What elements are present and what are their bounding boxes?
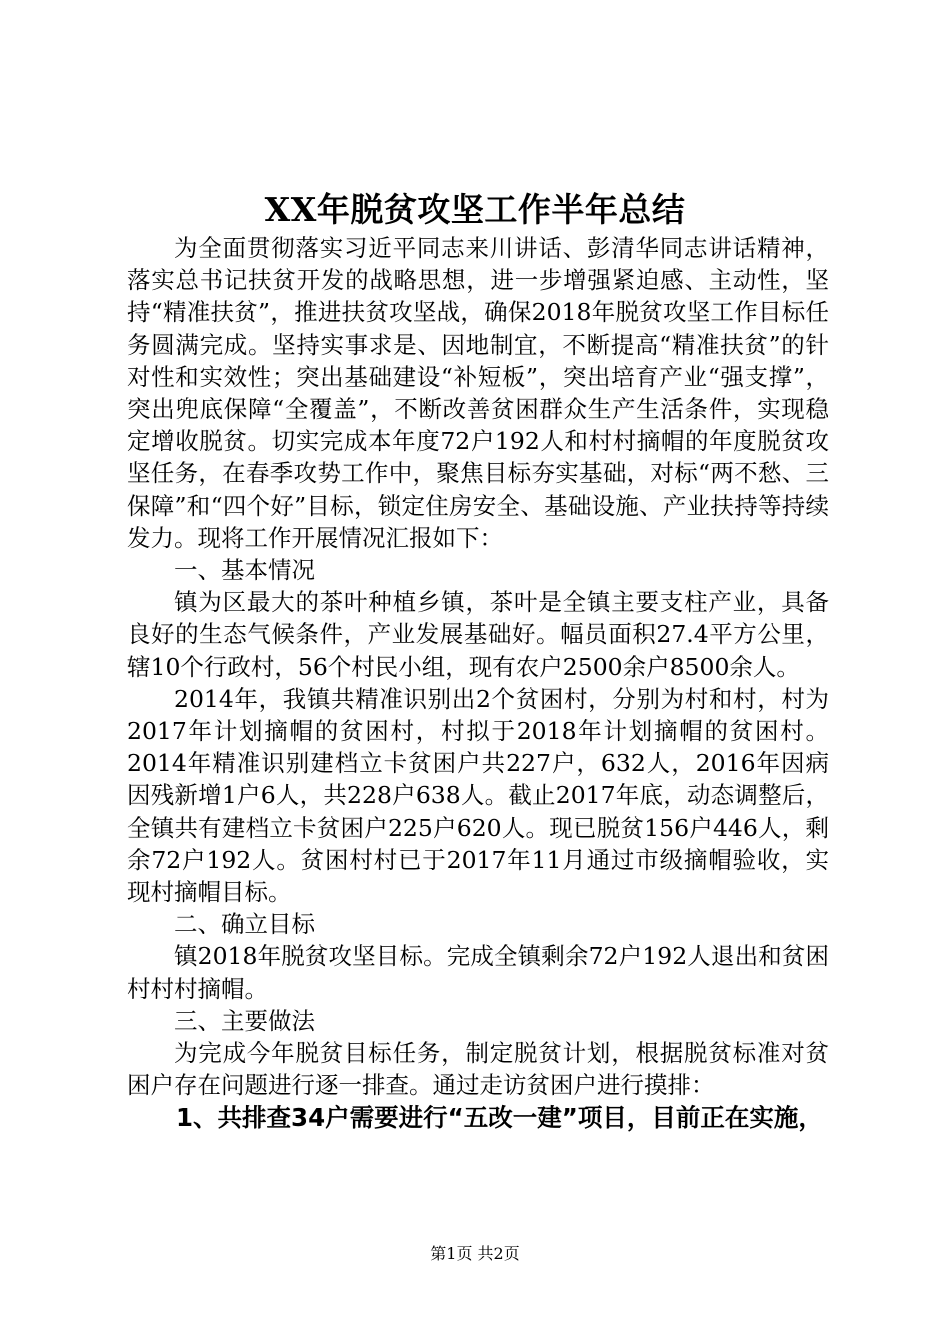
document-title: XX年脱贫攻坚工作半年总结 [264,190,686,229]
document-body [127,232,829,1135]
section-heading-basic-info: 一、基本情况 [174,556,315,585]
basic-info-paragraph-1: 镇为区最大的茶叶种植乡镇，茶叶是全镇主要支柱产业，具备良好的生态气候条件，产业发展基础好。幅员面积27.4平方公里，辖10个行政村，56个村民小组，现有农户2500余户8500余人。 [127,588,829,681]
goals-paragraph: 镇2018年脱贫攻坚目标。完成全镇剩余72户192人退出和贫困村村村摘帽。 [127,942,829,1003]
intro-paragraph: 为全面贯彻落实习近平同志来川讲话、彭清华同志讲话精神，落实总书记扶贫开发的战略思想，进一步增强紧迫感、主动性，坚持“精准扶贫”，推进扶贫攻坚战，确保2018年脱贫攻坚工作目标任务圆满完成。坚持实事求是、因地制宜，不断提高“精准扶贫”的针对性和实效性；突出基础建设“补短板”，突出培育产业“强支撑”，突出兜底保障“全覆盖”，不断改善贫困群众生产生活条件，实现稳定增收脱贫。切实完成本年度72户192人和村村摘帽的年度脱贫攻坚任务，在春季攻势工作中，聚焦目标夯实基础，对标“两不愁、三保障”和“四个好”目标，锁定住房安全、基础设施、产业扶持等持续发力。现将工作开展情况汇报如下： [127,234,829,552]
section-heading-goals: 二、确立目标 [174,910,315,939]
basic-info-paragraph-2: 2014年，我镇共精准识别出2个贫困村，分别为村和村，村为2017年计划摘帽的贫困村，村拟于2018年计划摘帽的贫困村。2014年精准识别建档立卡贫困户共227户，632人，2016年因病因残新增1户6人，共228户638人。截止2017年底，动态调整后，全镇共有建档立卡贫困户225户620人。现已脱贫156户446人，剩余72户192人。贫困村村已于2017年11月通过市级摘帽验收，实现村摘帽目标。 [127,684,829,907]
page-footer: 第1页 共2页 [430,1244,520,1263]
methods-paragraph: 为完成今年脱贫目标任务，制定脱贫计划，根据脱贫标准对贫困户存在问题进行逐一排查。通过走访贫困户进行摸排： [127,1039,829,1100]
methods-item-1: 1、共排查34户需要进行“五改一建”项目，目前正在实施， [176,1103,823,1133]
section-heading-methods: 三、主要做法 [174,1006,315,1035]
